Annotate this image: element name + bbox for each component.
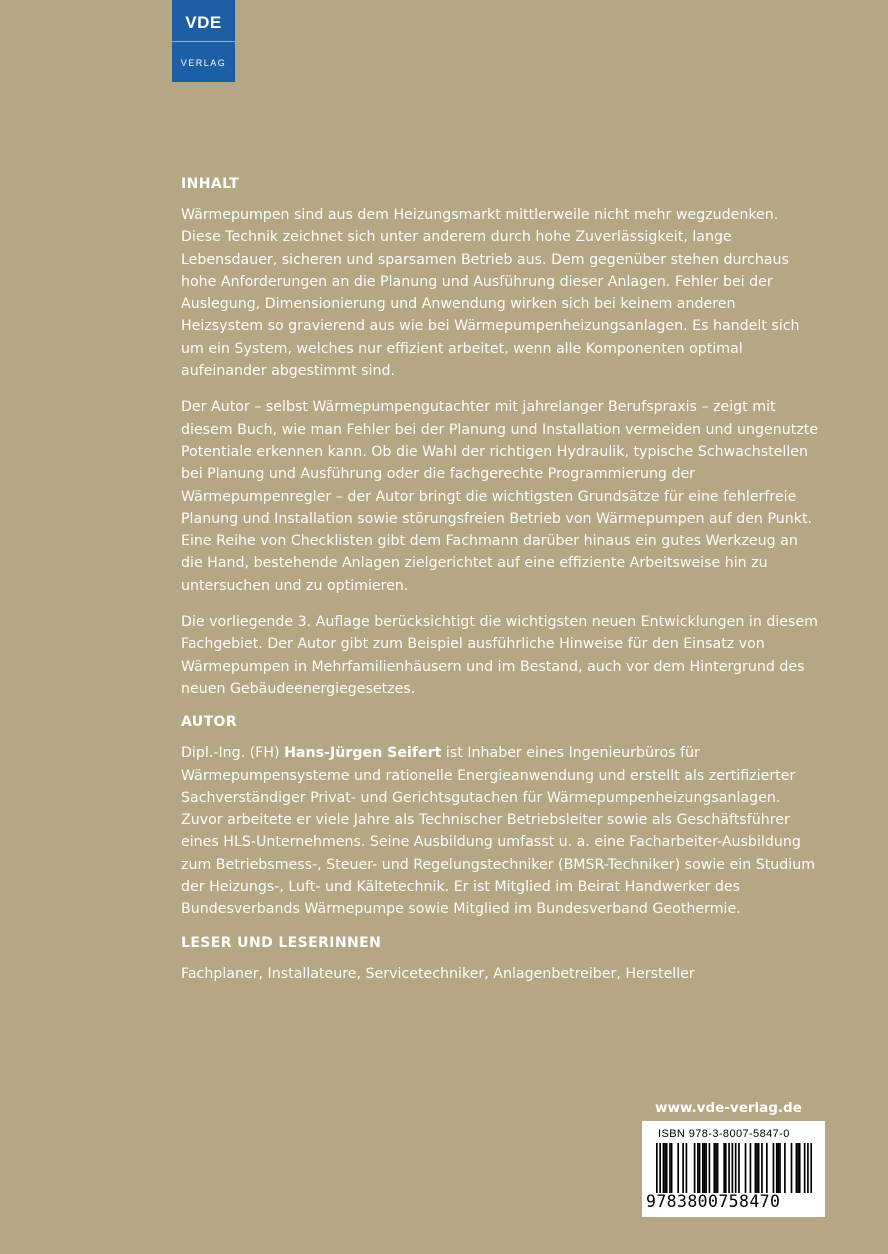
heading-leser: LESER UND LESERINNEN bbox=[181, 934, 382, 951]
inhalt-paragraph-1: Wärmepumpen sind aus dem Heizungsmarkt mittlerweile nicht mehr wegzudenken. Diese Technik zeichnet sich unter anderem durch hohe Zuverlässigkeit, lange Lebensdauer, sicheren und sparsamen Betrieb aus. Dem gegenüber stehen durchaus hohe Anforderungen an die Planung und Ausführung dieser Anlagen. Fehler bei der Auslegung, Dimensionierung und Anwendung wirken sich bei keinem anderen Heizsystem so gravierend aus wie bei Wärmepumpenheizungsanlagen. Es handelt sich um ein System, welches nur effizient arbeitet, wenn alle Komponenten optimal aufeinander abgestimmt sind. bbox=[181, 207, 800, 380]
barcode-bar bbox=[745, 1143, 747, 1193]
leser-text: Fachplaner, Installateure, Servicetechniker, Anlagenbetreiber, Hersteller bbox=[181, 965, 695, 982]
barcode-bar bbox=[773, 1143, 775, 1193]
heading-inhalt: INHALT bbox=[181, 176, 240, 192]
barcode-bar bbox=[776, 1143, 778, 1193]
vde-verlag-logo bbox=[172, 0, 235, 82]
barcode-bar bbox=[758, 1143, 760, 1193]
logo-divider bbox=[172, 41, 235, 42]
barcode-bar bbox=[791, 1143, 793, 1193]
barcode-bar bbox=[669, 1143, 671, 1193]
barcode-bar bbox=[699, 1143, 701, 1193]
barcode-bar bbox=[750, 1143, 752, 1193]
isbn-barcode bbox=[642, 1121, 825, 1217]
barcode-bar bbox=[671, 1143, 673, 1193]
barcode-bar bbox=[677, 1143, 679, 1193]
heading-autor: AUTOR bbox=[181, 714, 238, 731]
barcode-bars bbox=[656, 1143, 812, 1193]
barcode-digits: 9783800758470 bbox=[646, 1192, 781, 1211]
barcode-bar bbox=[663, 1143, 665, 1193]
barcode-bar bbox=[756, 1143, 758, 1193]
barcode-bar bbox=[796, 1143, 798, 1193]
isbn-label: ISBN 978-3-8007-5847-0 bbox=[658, 1128, 790, 1140]
barcode-bar bbox=[723, 1143, 725, 1193]
author-prefix: Dipl.-Ing. (FH) bbox=[181, 745, 285, 762]
barcode-bar bbox=[697, 1143, 699, 1193]
barcode-bar bbox=[732, 1143, 734, 1193]
barcode-bar bbox=[656, 1143, 658, 1193]
section-inhalt bbox=[181, 176, 821, 700]
barcode-bar bbox=[705, 1143, 707, 1193]
inhalt-paragraph-2: Der Autor – selbst Wärmepumpengutachter mit jahrelanger Berufspraxis – zeigt mit diesem Buch, wie man Fehler bei der Planung und Installation vermeiden und ungenutzte Potentiale erkennen kann. Ob die Wahl der richtigen Hydraulik, typische Schwachstellen bei Planung und Ausführung oder die fachgerechte Programmierung der Wärmepumpenregler – der Autor bringt die wichtigsten Grundsätze für eine fehlerfreie Planung und Installation sowie störungsfreien Betrieb von Wärmepumpen auf den Punkt. Eine Reihe von Checklisten gibt dem Fachmann darüber hinaus ein gutes Werkzeug an die Hand, bestehende Anlagen zielgerichtet auf eine effiziente Arbeitsweise hin zu untersuchen und zu optimieren. bbox=[181, 399, 819, 594]
barcode-bar bbox=[702, 1143, 704, 1193]
logo-verlag-text: VERLAG bbox=[180, 58, 227, 68]
barcode-bar bbox=[659, 1143, 661, 1193]
barcode-bar bbox=[664, 1143, 666, 1193]
section-leser bbox=[181, 935, 821, 985]
barcode-bar bbox=[717, 1143, 719, 1193]
barcode-bar bbox=[784, 1143, 786, 1193]
barcode-bar bbox=[797, 1143, 799, 1193]
author-bio: ist Inhaber eines Ingenieurbüros für Wärmepumpensysteme und rationelle Energieanwendung und erstellt als zertifizierter Sachverständiger Privat- und Gerichtsgutachen für Wärmepumpenheizungsanlagen. Zuvor arbeitete er viele Jahre als Technischer Betriebsleiter sowie als Geschäftsführer eines HLS-Unternehmens. Seine Ausbildung umfasst u. a. eine Facharbeiter-Ausbildung zum Betriebsmess-, Steuer- und Regelungstechniker (BMSR-Techniker) sowie ein Studium der Heizungs-, Luft- und Kältetechnik. Er ist Mitglied im Beirat Handwerker des Bundesverbands Wärmepumpe sowie Mitglied im Bundesverband Geothermie. bbox=[181, 745, 816, 918]
barcode-bar bbox=[755, 1143, 757, 1193]
website-url: www.vde-verlag.de bbox=[655, 1100, 802, 1116]
barcode-bar bbox=[779, 1143, 781, 1193]
back-cover-text bbox=[181, 176, 821, 999]
section-autor bbox=[181, 714, 821, 920]
barcode-bar bbox=[709, 1143, 711, 1193]
barcode-bar bbox=[686, 1143, 688, 1193]
barcode-bar bbox=[725, 1143, 727, 1193]
barcode-bar bbox=[715, 1143, 717, 1193]
barcode-bar bbox=[666, 1143, 668, 1193]
barcode-bar bbox=[761, 1143, 763, 1193]
barcode-bar bbox=[682, 1143, 684, 1193]
barcode-bar bbox=[713, 1143, 715, 1193]
inhalt-paragraph-3: Die vorliegende 3. Auflage berücksichtigt die wichtigsten neuen Entwicklungen in diesem Fachgebiet. Der Autor gibt zum Beispiel ausführliche Hinweise für den Einsatz von Wärmepumpen in Mehrfamilienhäusern und im Bestand, auch vor dem Hintergrund des neuen Gebäudeenergiegesetzes. bbox=[181, 614, 818, 697]
barcode-bar bbox=[738, 1143, 740, 1193]
barcode-bar bbox=[799, 1143, 801, 1193]
autor-paragraph bbox=[181, 742, 821, 920]
barcode-bar bbox=[766, 1143, 768, 1193]
logo-vde-text: VDE bbox=[185, 13, 222, 32]
author-name: Hans-Jürgen Seifert bbox=[284, 745, 442, 762]
barcode-bar bbox=[804, 1143, 806, 1193]
barcode-bar bbox=[694, 1143, 696, 1193]
barcode-bar bbox=[735, 1143, 737, 1193]
barcode-bar bbox=[704, 1143, 706, 1193]
barcode-bar bbox=[728, 1143, 730, 1193]
barcode-bar bbox=[810, 1143, 812, 1193]
barcode-bar bbox=[807, 1143, 809, 1193]
barcode-bar bbox=[778, 1143, 780, 1193]
